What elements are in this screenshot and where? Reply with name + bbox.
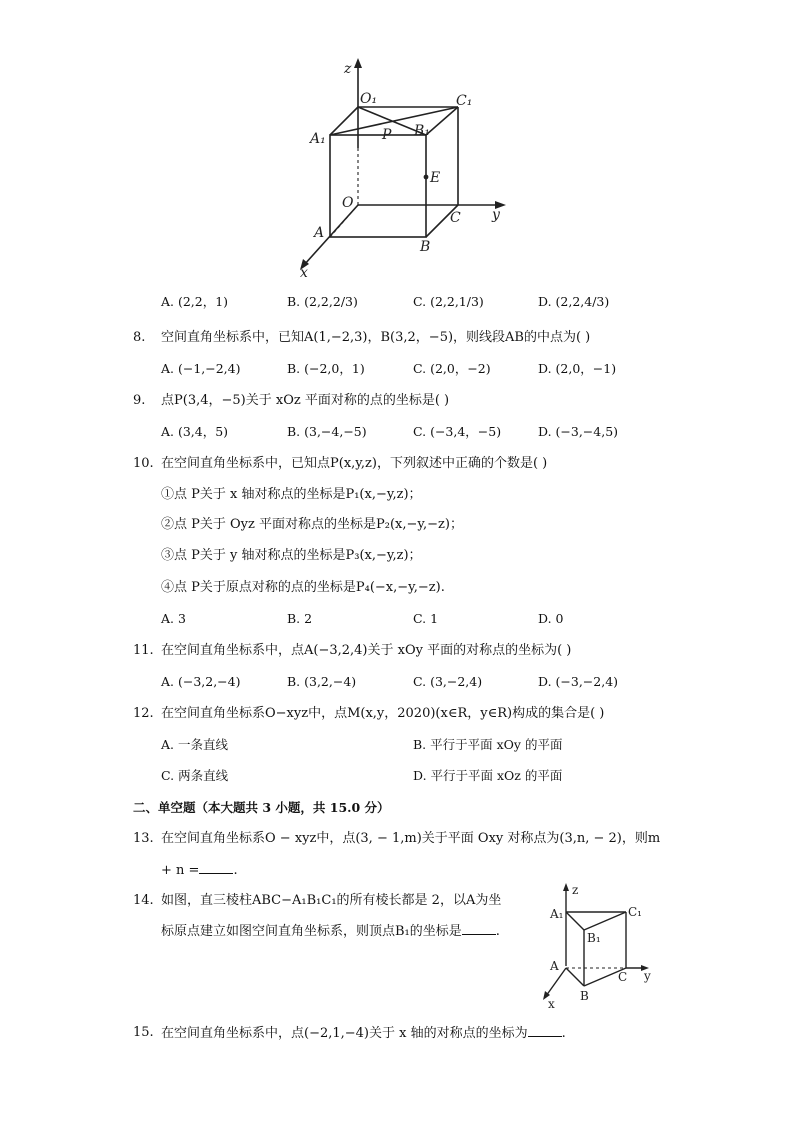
label-x: x bbox=[300, 265, 308, 280]
q9-option-a: A. (3,4，5) bbox=[161, 424, 229, 439]
q9-number: 9. bbox=[133, 393, 146, 408]
q10-text: 在空间直角坐标系中，已知点P(x,y,z)，下列叙述中正确的个数是( ) bbox=[161, 456, 548, 471]
q13-line2-text: + n = bbox=[161, 863, 200, 878]
label-A1: A₁ bbox=[310, 131, 326, 147]
q14-line1: 如图，直三棱柱ABC−A₁B₁C₁的所有棱长都是 2，以A为坐 bbox=[161, 893, 502, 908]
prism-label-z: z bbox=[572, 883, 579, 897]
q9-option-c: C. (−3,4，−5) bbox=[413, 424, 502, 439]
section-heading: 二、单空题（本大题共 3 小题，共 15.0 分） bbox=[133, 800, 390, 815]
q15-number: 15. bbox=[133, 1025, 154, 1040]
prism-label-A: A bbox=[550, 959, 559, 973]
q8-option-c: C. (2,0，−2) bbox=[413, 361, 491, 376]
q12-number: 12. bbox=[133, 706, 154, 721]
prism-label-x: x bbox=[548, 997, 555, 1010]
q11-text: 在空间直角坐标系中，点A(−3,2,4)关于 xOy 平面的对称点的坐标为( ) bbox=[161, 643, 572, 658]
label-y: y bbox=[492, 207, 500, 223]
q15-text-line bbox=[161, 1024, 566, 1043]
q12-option-c: C. 两条直线 bbox=[161, 768, 229, 783]
label-P: P bbox=[382, 127, 392, 143]
q12-option-d: D. 平行于平面 xOz 的平面 bbox=[413, 768, 563, 783]
q10-item-4: ④点 P关于原点对称的点的坐标是P₄(−x,−y,−z). bbox=[161, 580, 445, 595]
q13-line2 bbox=[161, 861, 238, 880]
q10-option-d: D. 0 bbox=[538, 611, 564, 626]
q12-text: 在空间直角坐标系O−xyz中，点M(x,y，2020)(x∈R，y∈R)构成的集合是( ) bbox=[161, 706, 605, 721]
prism-figure bbox=[538, 878, 668, 1010]
q14-line2-text: 标原点建立如图空间直角坐标系，则顶点B₁的坐标是 bbox=[161, 924, 462, 939]
q13-period: . bbox=[233, 863, 238, 878]
q14-answer-blank[interactable] bbox=[462, 922, 496, 935]
label-z: z bbox=[344, 61, 352, 77]
q14-period: . bbox=[495, 924, 500, 939]
prism-label-B1: B₁ bbox=[587, 931, 601, 945]
q10-option-a: A. 3 bbox=[161, 611, 186, 626]
q10-number: 10. bbox=[133, 456, 154, 471]
label-O1: O₁ bbox=[360, 91, 378, 107]
q9-option-d: D. (−3,−4,5) bbox=[538, 424, 619, 439]
q8-text: 空间直角坐标系中，已知A(1,−2,3)，B(3,2，−5)，则线段AB的中点为( ) bbox=[161, 330, 591, 345]
q13-line1: 在空间直角坐标系O − xyz中，点(3, − 1,m)关于平面 Oxy 对称点为(3,n, − 2)，则m bbox=[161, 831, 661, 846]
q11-option-d: D. (−3,−2,4) bbox=[538, 674, 619, 689]
q10-item-3: ③点 P关于 y 轴对称点的坐标是P₃(x,−y,z)； bbox=[161, 548, 422, 563]
q15-text: 在空间直角坐标系中，点(−2,1,−4)关于 x 轴的对称点的坐标为 bbox=[161, 1026, 528, 1041]
q11-number: 11. bbox=[133, 643, 154, 658]
q7-option-d: D. (2,2,4/3) bbox=[538, 294, 610, 309]
q13-answer-blank[interactable] bbox=[199, 861, 233, 874]
q8-option-b: B. (−2,0，1) bbox=[287, 361, 365, 376]
q15-answer-blank[interactable] bbox=[528, 1024, 562, 1037]
prism-label-y: y bbox=[644, 969, 651, 983]
prism-label-B: B bbox=[580, 989, 589, 1003]
q9-option-b: B. (3,−4,−5) bbox=[287, 424, 367, 439]
q7-option-c: C. (2,2,1/3) bbox=[413, 294, 484, 309]
q12-option-a: A. 一条直线 bbox=[161, 737, 228, 752]
q14-line2 bbox=[161, 922, 500, 941]
q11-option-c: C. (3,−2,4) bbox=[413, 674, 483, 689]
q10-option-b: B. 2 bbox=[287, 611, 313, 626]
label-O: O bbox=[342, 195, 354, 211]
q11-option-a: A. (−3,2,−4) bbox=[161, 674, 241, 689]
cube-figure bbox=[290, 55, 520, 280]
q13-number: 13. bbox=[133, 831, 154, 846]
prism-label-A1: A₁ bbox=[550, 907, 564, 921]
q7-option-a: A. (2,2，1) bbox=[161, 294, 229, 309]
prism-label-C1: C₁ bbox=[628, 905, 642, 919]
label-C1: C₁ bbox=[456, 93, 473, 109]
q8-option-d: D. (2,0，−1) bbox=[538, 361, 617, 376]
label-B1: B₁ bbox=[414, 123, 430, 139]
q14-number: 14. bbox=[133, 893, 154, 908]
q11-option-b: B. (3,2,−4) bbox=[287, 674, 357, 689]
label-B: B bbox=[420, 239, 431, 255]
label-E: E bbox=[430, 170, 441, 186]
prism-label-C: C bbox=[618, 970, 628, 984]
q8-number: 8. bbox=[133, 330, 146, 345]
q9-text: 点P(3,4，−5)关于 xOz 平面对称的点的坐标是( ) bbox=[161, 393, 450, 408]
q10-option-c: C. 1 bbox=[413, 611, 439, 626]
label-C: C bbox=[450, 210, 461, 226]
q8-option-a: A. (−1,−2,4) bbox=[161, 361, 241, 376]
q10-item-1: ①点 P关于 x 轴对称点的坐标是P₁(x,−y,z)； bbox=[161, 487, 422, 502]
q10-item-2: ②点 P关于 Oyz 平面对称点的坐标是P₂(x,−y,−z)； bbox=[161, 517, 463, 532]
q7-option-b: B. (2,2,2/3) bbox=[287, 294, 358, 309]
label-A: A bbox=[314, 225, 325, 241]
q15-period: . bbox=[561, 1026, 566, 1041]
q12-option-b: B. 平行于平面 xOy 的平面 bbox=[413, 737, 563, 752]
